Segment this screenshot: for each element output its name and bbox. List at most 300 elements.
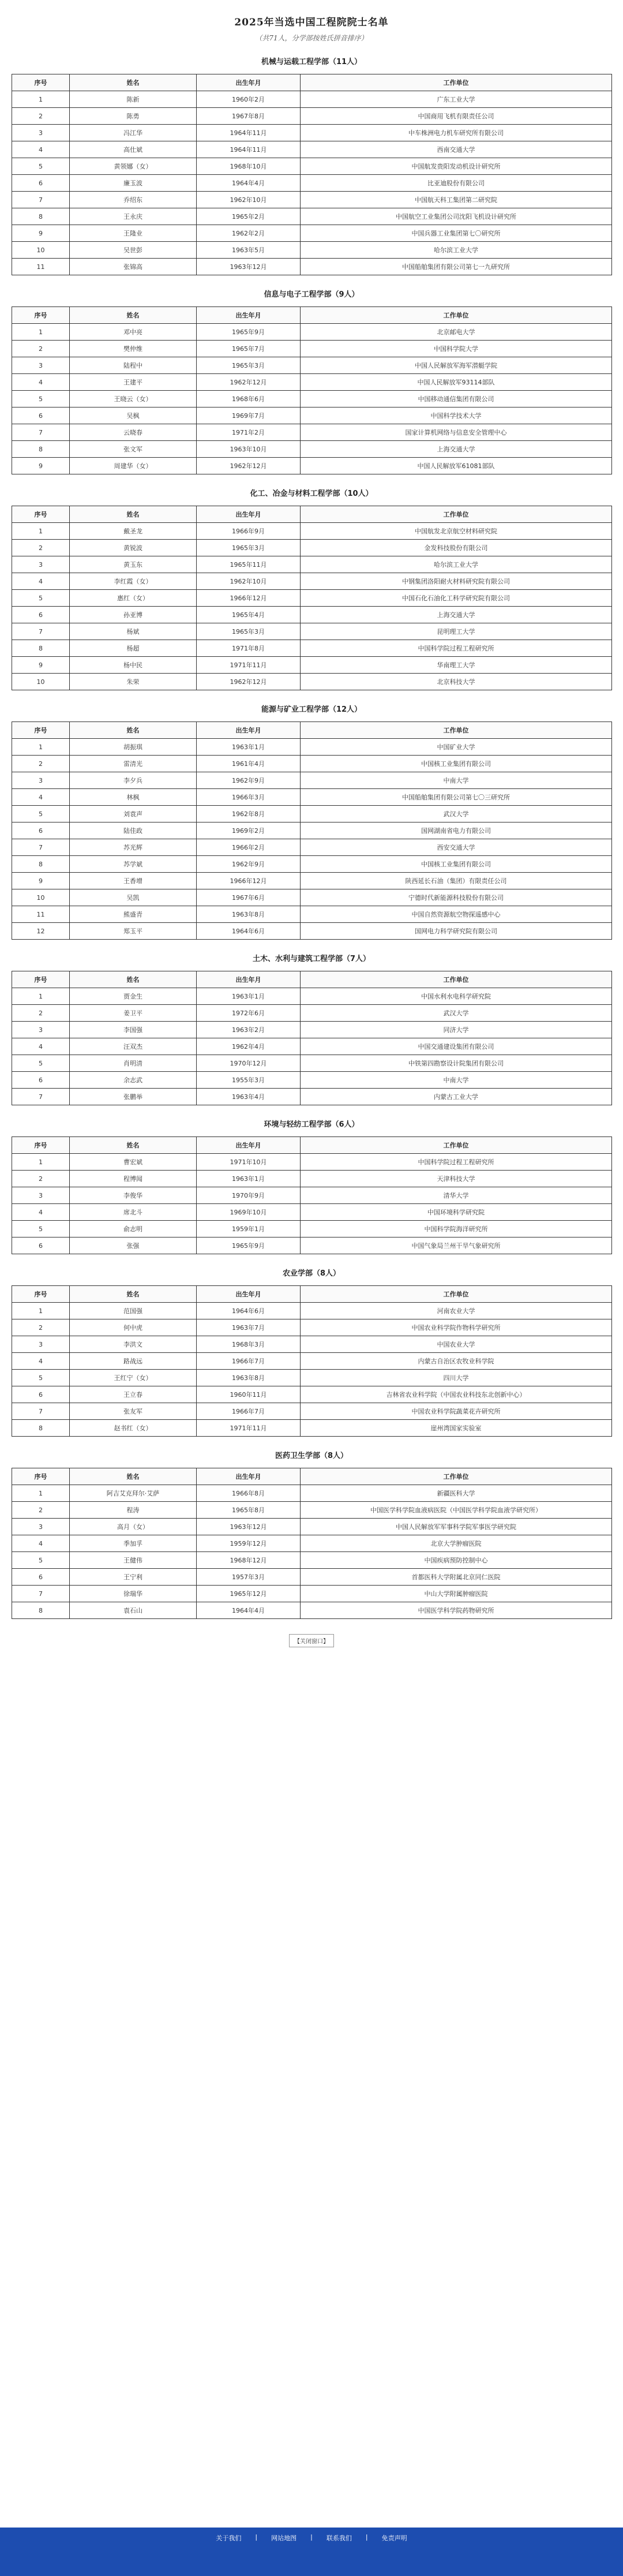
table-cell: 1960年11月: [197, 1386, 301, 1403]
table-header-row: [12, 1286, 612, 1303]
table-cell: 中国航发北京航空材料研究院: [301, 523, 612, 540]
table-cell: 1959年1月: [197, 1221, 301, 1237]
table-cell: 1965年2月: [197, 208, 301, 225]
table-cell: 姜卫平: [70, 1005, 197, 1022]
table-cell: 李洪文: [70, 1336, 197, 1353]
table-cell: 7: [12, 1586, 70, 1602]
table-cell: 1963年4月: [197, 1089, 301, 1105]
table-cell: 1964年6月: [197, 923, 301, 940]
table-cell: 1966年3月: [197, 789, 301, 806]
table-row: [12, 1055, 612, 1072]
table-cell: 华南理工大学: [301, 657, 612, 674]
table-row: [12, 175, 612, 192]
table-cell: 曹宏斌: [70, 1154, 197, 1171]
table-cell: 4: [12, 1204, 70, 1221]
table-cell: 黄领娜（女）: [70, 158, 197, 175]
table-cell: 1957年3月: [197, 1569, 301, 1586]
header: [0, 0, 623, 43]
department-section: [12, 51, 611, 275]
table-cell: 贾金生: [70, 988, 197, 1005]
table-cell: 3: [12, 772, 70, 789]
table-row: [12, 1370, 612, 1386]
table-cell: 9: [12, 225, 70, 242]
table-row: [12, 756, 612, 772]
table-cell: 汪双杰: [70, 1038, 197, 1055]
table-cell: 6: [12, 1569, 70, 1586]
table-cell: 中车株洲电力机车研究所有限公司: [301, 125, 612, 141]
table-header-row: [12, 506, 612, 523]
table-row: [12, 556, 612, 573]
table-cell: 张锦高: [70, 259, 197, 275]
table-cell: 云晓春: [70, 424, 197, 441]
table-row: [12, 391, 612, 407]
table-cell: 1960年2月: [197, 91, 301, 108]
table-cell: 8: [12, 856, 70, 873]
table-cell: 1971年8月: [197, 640, 301, 657]
table-cell: 1955年3月: [197, 1072, 301, 1089]
footer: [0, 2528, 623, 2576]
table-cell: 10: [12, 674, 70, 690]
members-table: [12, 506, 612, 690]
department-title: 信息与电子工程学部（9人）: [264, 290, 359, 299]
table-cell: 1: [12, 988, 70, 1005]
table-cell: 1964年6月: [197, 1303, 301, 1319]
table-cell: 中国移动通信集团有限公司: [301, 391, 612, 407]
department-section: [12, 483, 611, 690]
table-row: [12, 441, 612, 458]
table-cell: 1966年7月: [197, 1353, 301, 1370]
column-header: 姓名: [70, 722, 197, 739]
table-cell: 赵书红（女）: [70, 1420, 197, 1437]
table-cell: 季加孚: [70, 1535, 197, 1552]
table-cell: 1963年1月: [197, 988, 301, 1005]
table-cell: 高月（女）: [70, 1519, 197, 1535]
table-cell: 张鹏举: [70, 1089, 197, 1105]
table-row: [12, 657, 612, 674]
department-section: [12, 948, 611, 1105]
table-cell: 袁石山: [70, 1602, 197, 1619]
footer-link[interactable]: 联系我们: [326, 2534, 352, 2542]
table-row: [12, 242, 612, 259]
table-cell: 1968年3月: [197, 1336, 301, 1353]
table-cell: 武汉大学: [301, 806, 612, 822]
table-cell: 3: [12, 1022, 70, 1038]
table-cell: 6: [12, 175, 70, 192]
table-cell: 2: [12, 108, 70, 125]
table-cell: 1971年2月: [197, 424, 301, 441]
table-row: [12, 1502, 612, 1519]
table-cell: 中国环境科学研究院: [301, 1204, 612, 1221]
table-cell: 7: [12, 1089, 70, 1105]
table-cell: 苏学斌: [70, 856, 197, 873]
department-section: [12, 1113, 611, 1254]
department-title: 机械与运载工程学部（11人）: [261, 58, 362, 66]
table-cell: 王宁利: [70, 1569, 197, 1586]
table-row: [12, 125, 612, 141]
table-cell: 黄玉东: [70, 556, 197, 573]
table-cell: 中山大学附属肿瘤医院: [301, 1586, 612, 1602]
table-cell: 4: [12, 789, 70, 806]
table-cell: 9: [12, 657, 70, 674]
table-cell: 1965年3月: [197, 357, 301, 374]
column-header: 姓名: [70, 971, 197, 988]
table-row: [12, 839, 612, 856]
table-cell: 张文军: [70, 441, 197, 458]
table-cell: 1963年1月: [197, 1171, 301, 1187]
table-header-row: [12, 971, 612, 988]
table-cell: 中国人民解放军61081部队: [301, 458, 612, 474]
table-cell: 乔绍东: [70, 192, 197, 208]
table-cell: 1965年3月: [197, 623, 301, 640]
table-row: [12, 407, 612, 424]
table-cell: 中铁第四勘察设计院集团有限公司: [301, 1055, 612, 1072]
table-cell: 1963年8月: [197, 906, 301, 923]
table-cell: 程涛: [70, 1502, 197, 1519]
table-cell: 1963年12月: [197, 1519, 301, 1535]
table-cell: 1962年9月: [197, 772, 301, 789]
table-cell: 比亚迪股份有限公司: [301, 175, 612, 192]
table-cell: 中国医学科学院血液病医院（中国医学科学院血液学研究所）: [301, 1502, 612, 1519]
table-cell: 李红霞（女）: [70, 573, 197, 590]
table-cell: 王健伟: [70, 1552, 197, 1569]
page-title: 2025年当选中国工程院院士名单: [234, 17, 389, 28]
column-header: 出生年月: [197, 74, 301, 91]
table-cell: 5: [12, 590, 70, 607]
table-cell: 8: [12, 1420, 70, 1437]
table-cell: 樊仲维: [70, 341, 197, 357]
column-header: 姓名: [70, 74, 197, 91]
table-row: [12, 1237, 612, 1254]
table-row: [12, 1602, 612, 1619]
table-cell: 金发科技股份有限公司: [301, 540, 612, 556]
table-row: [12, 1072, 612, 1089]
table-cell: 1: [12, 1154, 70, 1171]
table-cell: 2: [12, 540, 70, 556]
table-cell: 4: [12, 573, 70, 590]
table-cell: 5: [12, 1370, 70, 1386]
table-cell: 1961年4月: [197, 756, 301, 772]
table-cell: 2: [12, 756, 70, 772]
column-header: 出生年月: [197, 1286, 301, 1303]
table-cell: 中国人民解放军海军潜艇学院: [301, 357, 612, 374]
table-row: [12, 108, 612, 125]
table-cell: 中国科学院过程工程研究所: [301, 1154, 612, 1171]
table-row: [12, 1336, 612, 1353]
page-subtitle: （共71人，分学部按姓氏拼音排序）: [255, 34, 368, 42]
footer-link[interactable]: 免责声明: [381, 2534, 407, 2542]
table-cell: 林枫: [70, 789, 197, 806]
table-cell: 1970年12月: [197, 1055, 301, 1072]
table-cell: 王永庆: [70, 208, 197, 225]
table-cell: 国网电力科学研究院有限公司: [301, 923, 612, 940]
table-cell: 5: [12, 806, 70, 822]
table-cell: 中国兵器工业集团第七〇研究所: [301, 225, 612, 242]
table-cell: 4: [12, 1353, 70, 1370]
table-cell: 2: [12, 341, 70, 357]
department-section: [12, 283, 611, 474]
table-cell: 中国核工业集团有限公司: [301, 856, 612, 873]
table-cell: 惠红（女）: [70, 590, 197, 607]
table-row: [12, 789, 612, 806]
table-cell: 程博闻: [70, 1171, 197, 1187]
table-row: [12, 856, 612, 873]
table-cell: 1970年9月: [197, 1187, 301, 1204]
table-cell: 王红宁（女）: [70, 1370, 197, 1386]
column-header: 工作单位: [301, 74, 612, 91]
table-cell: 1962年9月: [197, 856, 301, 873]
table-row: [12, 607, 612, 623]
table-cell: 6: [12, 1386, 70, 1403]
column-header: 序号: [12, 1286, 70, 1303]
table-cell: 1971年10月: [197, 1154, 301, 1171]
table-cell: 2: [12, 1005, 70, 1022]
table-row: [12, 573, 612, 590]
table-row: [12, 1535, 612, 1552]
table-cell: 内蒙古自治区农牧业科学院: [301, 1353, 612, 1370]
footer-separator: |: [255, 2533, 258, 2541]
table-row: [12, 1319, 612, 1336]
footer-link[interactable]: 网站地图: [271, 2534, 297, 2542]
table-cell: 9: [12, 458, 70, 474]
table-row: [12, 623, 612, 640]
table-cell: 12: [12, 923, 70, 940]
table-cell: 同济大学: [301, 1022, 612, 1038]
table-header-row: [12, 1137, 612, 1154]
table-header-row: [12, 1468, 612, 1485]
table-cell: 6: [12, 1072, 70, 1089]
table-cell: 8: [12, 441, 70, 458]
table-cell: 10: [12, 242, 70, 259]
table-cell: 1963年8月: [197, 1370, 301, 1386]
table-row: [12, 192, 612, 208]
table-cell: 高仕斌: [70, 141, 197, 158]
table-row: [12, 1485, 612, 1502]
table-cell: 中国航发贵阳发动机设计研究所: [301, 158, 612, 175]
column-header: 序号: [12, 1137, 70, 1154]
table-cell: 1962年10月: [197, 573, 301, 590]
table-cell: 5: [12, 158, 70, 175]
table-cell: 1966年7月: [197, 1403, 301, 1420]
table-cell: 中国农业科学院作物科学研究所: [301, 1319, 612, 1336]
table-cell: 1965年3月: [197, 540, 301, 556]
table-cell: 陆程中: [70, 357, 197, 374]
close-window-button[interactable]: 【关闭窗口】: [289, 1634, 334, 1647]
table-cell: 1964年11月: [197, 125, 301, 141]
table-row: [12, 1420, 612, 1437]
column-header: 工作单位: [301, 307, 612, 324]
table-cell: 中国矿业大学: [301, 739, 612, 756]
table-row: [12, 91, 612, 108]
table-cell: 1963年12月: [197, 259, 301, 275]
table-row: [12, 1569, 612, 1586]
table-cell: 7: [12, 192, 70, 208]
footer-separator: |: [365, 2533, 368, 2541]
table-row: [12, 923, 612, 940]
table-cell: 北京大学肿瘤医院: [301, 1535, 612, 1552]
table-cell: 中国石化石油化工科学研究院有限公司: [301, 590, 612, 607]
column-header: 序号: [12, 722, 70, 739]
table-cell: 2: [12, 1502, 70, 1519]
table-cell: 1969年7月: [197, 407, 301, 424]
table-cell: 武汉大学: [301, 1005, 612, 1022]
column-header: 工作单位: [301, 971, 612, 988]
table-cell: 内蒙古工业大学: [301, 1089, 612, 1105]
table-cell: 1969年10月: [197, 1204, 301, 1221]
table-header-row: [12, 307, 612, 324]
table-cell: 王晓云（女）: [70, 391, 197, 407]
table-cell: 5: [12, 391, 70, 407]
table-row: [12, 889, 612, 906]
table-cell: 1964年11月: [197, 141, 301, 158]
column-header: 出生年月: [197, 307, 301, 324]
table-row: [12, 1586, 612, 1602]
table-cell: 3: [12, 1336, 70, 1353]
table-cell: 中国医学科学院药物研究所: [301, 1602, 612, 1619]
table-cell: 中国科学技术大学: [301, 407, 612, 424]
table-cell: 陆佳政: [70, 822, 197, 839]
department-title: 土木、水利与建筑工程学部（7人）: [252, 955, 371, 963]
table-row: [12, 158, 612, 175]
table-cell: 1962年4月: [197, 1038, 301, 1055]
table-cell: 1965年12月: [197, 1586, 301, 1602]
table-cell: 4: [12, 141, 70, 158]
table-cell: 中国人民解放军军事科学院军事医学研究院: [301, 1519, 612, 1535]
table-row: [12, 324, 612, 341]
table-cell: 1972年6月: [197, 1005, 301, 1022]
table-cell: 黄锐波: [70, 540, 197, 556]
table-row: [12, 424, 612, 441]
table-cell: 北京邮电大学: [301, 324, 612, 341]
table-cell: 中国交通建设集团有限公司: [301, 1038, 612, 1055]
table-row: [12, 1403, 612, 1420]
table-cell: 西安交通大学: [301, 839, 612, 856]
table-cell: 北京科技大学: [301, 674, 612, 690]
table-row: [12, 540, 612, 556]
table-cell: 5: [12, 1552, 70, 1569]
table-row: [12, 357, 612, 374]
table-row: [12, 873, 612, 889]
table-cell: 8: [12, 1602, 70, 1619]
table-cell: 1962年8月: [197, 806, 301, 822]
table-cell: 1964年4月: [197, 1602, 301, 1619]
table-cell: 1962年12月: [197, 458, 301, 474]
column-header: 出生年月: [197, 1137, 301, 1154]
members-table: [12, 1285, 612, 1437]
members-table: [12, 306, 612, 474]
table-cell: 1962年2月: [197, 225, 301, 242]
department-title: 医药卫生学部（8人）: [275, 1452, 348, 1460]
table-cell: 1962年12月: [197, 674, 301, 690]
table-cell: 徐瑞华: [70, 1586, 197, 1602]
column-header: 工作单位: [301, 506, 612, 523]
table-cell: 1965年9月: [197, 1237, 301, 1254]
table-cell: 王香增: [70, 873, 197, 889]
table-cell: 1971年11月: [197, 1420, 301, 1437]
department-title: 农业学部（8人）: [282, 1269, 341, 1278]
column-header: 出生年月: [197, 1468, 301, 1485]
table-cell: 宁德时代新能源科技股份有限公司: [301, 889, 612, 906]
table-row: [12, 259, 612, 275]
table-cell: 4: [12, 1038, 70, 1055]
table-cell: 昆明理工大学: [301, 623, 612, 640]
table-cell: 席北斗: [70, 1204, 197, 1221]
table-cell: 四川大学: [301, 1370, 612, 1386]
table-cell: 8: [12, 208, 70, 225]
table-cell: 1968年6月: [197, 391, 301, 407]
table-row: [12, 458, 612, 474]
table-row: [12, 806, 612, 822]
table-cell: 熊盛青: [70, 906, 197, 923]
table-cell: 陈新: [70, 91, 197, 108]
table-cell: 1966年8月: [197, 1485, 301, 1502]
table-cell: 1967年6月: [197, 889, 301, 906]
table-cell: 中国人民解放军93114部队: [301, 374, 612, 391]
table-row: [12, 822, 612, 839]
table-row: [12, 1187, 612, 1204]
table-cell: 10: [12, 889, 70, 906]
table-cell: 何中虎: [70, 1319, 197, 1336]
table-cell: 3: [12, 556, 70, 573]
table-cell: 苏光辉: [70, 839, 197, 856]
table-cell: 范国强: [70, 1303, 197, 1319]
table-cell: 6: [12, 407, 70, 424]
column-header: 序号: [12, 1468, 70, 1485]
table-cell: 1963年10月: [197, 441, 301, 458]
table-cell: 4: [12, 1535, 70, 1552]
table-cell: 11: [12, 259, 70, 275]
table-cell: 崖州湾国家实验室: [301, 1420, 612, 1437]
table-cell: 7: [12, 839, 70, 856]
table-cell: 5: [12, 1055, 70, 1072]
table-cell: 中国疾病预防控制中心: [301, 1552, 612, 1569]
table-cell: 陈勇: [70, 108, 197, 125]
table-cell: 4: [12, 374, 70, 391]
table-cell: 3: [12, 357, 70, 374]
table-cell: 中国农业大学: [301, 1336, 612, 1353]
table-cell: 俞志明: [70, 1221, 197, 1237]
table-cell: 国网湖南省电力有限公司: [301, 822, 612, 839]
table-cell: 1: [12, 523, 70, 540]
table-cell: 广东工业大学: [301, 91, 612, 108]
footer-link[interactable]: 关于我们: [216, 2534, 242, 2542]
table-cell: 李夕兵: [70, 772, 197, 789]
table-cell: 刘袁声: [70, 806, 197, 822]
table-row: [12, 208, 612, 225]
table-cell: 中国核工业集团有限公司: [301, 756, 612, 772]
table-cell: 1968年10月: [197, 158, 301, 175]
table-row: [12, 1386, 612, 1403]
table-cell: 中南大学: [301, 772, 612, 789]
table-cell: 中国科学院海洋研究所: [301, 1221, 612, 1237]
table-row: [12, 674, 612, 690]
table-cell: 1966年12月: [197, 873, 301, 889]
table-cell: 5: [12, 1221, 70, 1237]
table-row: [12, 590, 612, 607]
members-table: [12, 1136, 612, 1254]
table-cell: 1966年2月: [197, 839, 301, 856]
table-cell: 11: [12, 906, 70, 923]
table-cell: 1964年4月: [197, 175, 301, 192]
table-cell: 3: [12, 1187, 70, 1204]
table-cell: 雷清光: [70, 756, 197, 772]
column-header: 出生年月: [197, 506, 301, 523]
column-header: 出生年月: [197, 971, 301, 988]
table-cell: 国家计算机网络与信息安全管理中心: [301, 424, 612, 441]
table-cell: 吴枫: [70, 407, 197, 424]
table-cell: 中国科学院过程工程研究所: [301, 640, 612, 657]
table-cell: 中国船舶集团有限公司第七〇三研究所: [301, 789, 612, 806]
table-cell: 新疆医科大学: [301, 1485, 612, 1502]
